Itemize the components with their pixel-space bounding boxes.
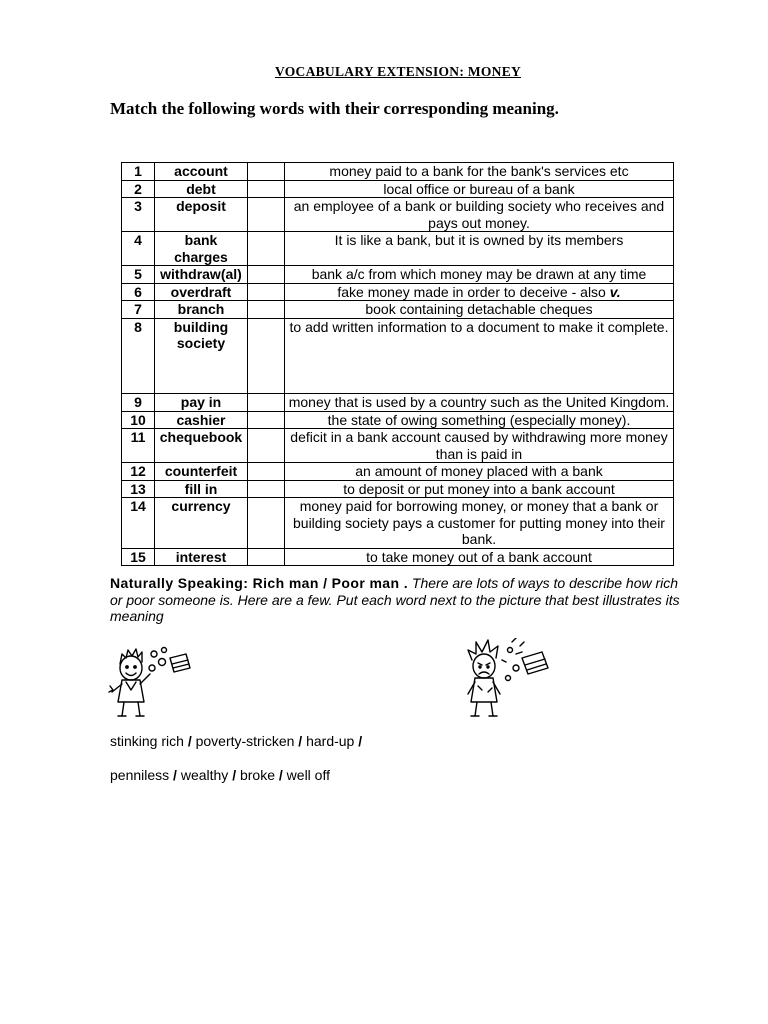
option-well-off: well off — [286, 767, 330, 783]
meaning-text: book containing detachable cheques — [365, 301, 593, 317]
table-row — [122, 480, 674, 498]
meaning-text: to take money out of a bank account — [366, 548, 592, 565]
option-wealthy: wealthy — [180, 767, 229, 783]
vocab-word: deposit — [155, 198, 248, 232]
answer-blank — [248, 480, 285, 498]
row-number: 14 — [122, 498, 155, 549]
vocab-meaning — [285, 463, 674, 481]
answer-blank — [248, 232, 285, 266]
meaning-text: an amount of money placed with a bank — [355, 463, 603, 479]
word-options-line-2 — [110, 767, 330, 783]
vocab-meaning — [285, 266, 674, 284]
table-row — [122, 283, 674, 301]
poor-man-icon — [462, 638, 552, 720]
meaning-text: to deposit or put money into a bank account — [343, 480, 615, 497]
row-number: 9 — [122, 394, 155, 412]
vocab-word: pay in — [155, 394, 248, 412]
answer-blank — [248, 463, 285, 481]
meaning-text: to add written information to a document to make it complete. — [289, 318, 669, 335]
vocab-meaning — [285, 232, 674, 266]
instruction-text: Match the following words with their corresponding meaning. — [110, 99, 559, 118]
vocab-word: cashier — [155, 411, 248, 429]
option-hard-up: hard-up — [306, 733, 355, 749]
word-options-line-1 — [110, 733, 362, 749]
table-row — [122, 318, 674, 394]
table-row — [122, 232, 674, 266]
vocab-word: overdraft — [155, 283, 248, 301]
vocab-meaning — [285, 548, 674, 566]
meaning-text: deficit in a bank account caused by withdrawing more money than is paid in — [290, 429, 668, 462]
vocab-word: currency — [155, 498, 248, 549]
row-number: 12 — [122, 463, 155, 481]
vocab-meaning — [285, 163, 674, 181]
answer-blank — [248, 283, 285, 301]
table-row — [122, 411, 674, 429]
option-stinking-rich: stinking rich — [110, 733, 184, 749]
answer-blank — [248, 411, 285, 429]
answer-blank — [248, 163, 285, 181]
option-broke: broke — [239, 767, 275, 783]
row-number: 8 — [122, 318, 155, 394]
table-row — [122, 198, 674, 232]
vocab-meaning — [285, 498, 674, 549]
answer-blank — [248, 394, 285, 412]
row-number: 11 — [122, 429, 155, 463]
answer-blank — [248, 498, 285, 549]
vocab-meaning — [285, 318, 674, 394]
vocab-meaning — [285, 283, 674, 301]
meaning-text: money paid for borrowing money, or money that a bank or building society pays a customer for putting money into their bank. — [293, 498, 665, 547]
rich-man-icon — [108, 640, 192, 720]
vocab-word: debt — [155, 180, 248, 198]
option-separator: / — [173, 767, 177, 783]
vocabulary-table — [121, 162, 674, 566]
section-body: There are lots of ways to describe how rich or poor someone is. Here are a few. Put each word next to the picture that best illustrates its meaning — [110, 575, 680, 624]
meaning-text: money paid to a bank for the bank's services etc — [329, 163, 629, 179]
vocab-word: counterfeit — [155, 463, 248, 481]
row-number: 13 — [122, 480, 155, 498]
row-number: 7 — [122, 301, 155, 319]
row-number: 6 — [122, 283, 155, 301]
row-number: 2 — [122, 180, 155, 198]
meaning-text: It is like a bank, but it is owned by its members — [334, 232, 624, 248]
answer-blank — [248, 429, 285, 463]
vocab-word: interest — [155, 548, 248, 566]
meaning-text: the state of owing something (especially money). — [327, 411, 631, 428]
vocab-word: chequebook — [155, 429, 248, 463]
row-number: 5 — [122, 266, 155, 284]
table-row — [122, 266, 674, 284]
vocab-word: withdraw(al) — [155, 266, 248, 284]
table-row — [122, 163, 674, 181]
row-number: 4 — [122, 232, 155, 266]
vocab-word: account — [155, 163, 248, 181]
option-separator: / — [298, 733, 303, 749]
vocab-meaning — [285, 429, 674, 463]
table-row — [122, 394, 674, 412]
vocab-meaning — [285, 198, 674, 232]
option-separator: / — [187, 733, 192, 749]
meaning-emphasis: v. — [609, 283, 621, 300]
option-separator: / — [232, 767, 237, 783]
row-number: 1 — [122, 163, 155, 181]
answer-blank — [248, 180, 285, 198]
vocab-meaning — [285, 394, 674, 412]
option-poverty-stricken: poverty-stricken — [195, 733, 295, 749]
option-penniless: penniless — [110, 767, 170, 783]
vocab-word: fill in — [155, 480, 248, 498]
row-number: 15 — [122, 548, 155, 566]
vocab-meaning — [285, 480, 674, 498]
answer-blank — [248, 548, 285, 566]
answer-blank — [248, 266, 285, 284]
table-row — [122, 498, 674, 549]
meaning-text: money that is used by a country such as the United Kingdom. — [288, 394, 670, 410]
option-separator: / — [358, 733, 363, 749]
meaning-text: an employee of a bank or building society who receives and pays out money. — [293, 198, 665, 231]
table-row — [122, 548, 674, 566]
table-row — [122, 463, 674, 481]
vocab-meaning — [285, 301, 674, 319]
row-number: 3 — [122, 198, 155, 232]
answer-blank — [248, 198, 285, 232]
vocab-word: building society — [155, 318, 248, 394]
table-row — [122, 180, 674, 198]
meaning-text: fake money made in order to deceive - also — [337, 283, 606, 300]
meaning-text: bank a/c from which money may be drawn at any time — [311, 266, 647, 282]
option-separator: / — [278, 767, 283, 783]
table-row — [122, 429, 674, 463]
section-lead: Naturally Speaking: Rich man / Poor man . — [110, 575, 409, 591]
meaning-text: local office or bureau of a bank — [383, 180, 575, 197]
table-row — [122, 301, 674, 319]
vocab-meaning — [285, 411, 674, 429]
row-number: 10 — [122, 411, 155, 429]
naturally-speaking-section — [110, 575, 688, 625]
vocab-word: bank charges — [155, 232, 248, 266]
answer-blank — [248, 318, 285, 394]
vocab-meaning — [285, 180, 674, 198]
answer-blank — [248, 301, 285, 319]
page-title: VOCABULARY EXTENSION: MONEY — [274, 64, 522, 79]
vocab-word: branch — [155, 301, 248, 319]
